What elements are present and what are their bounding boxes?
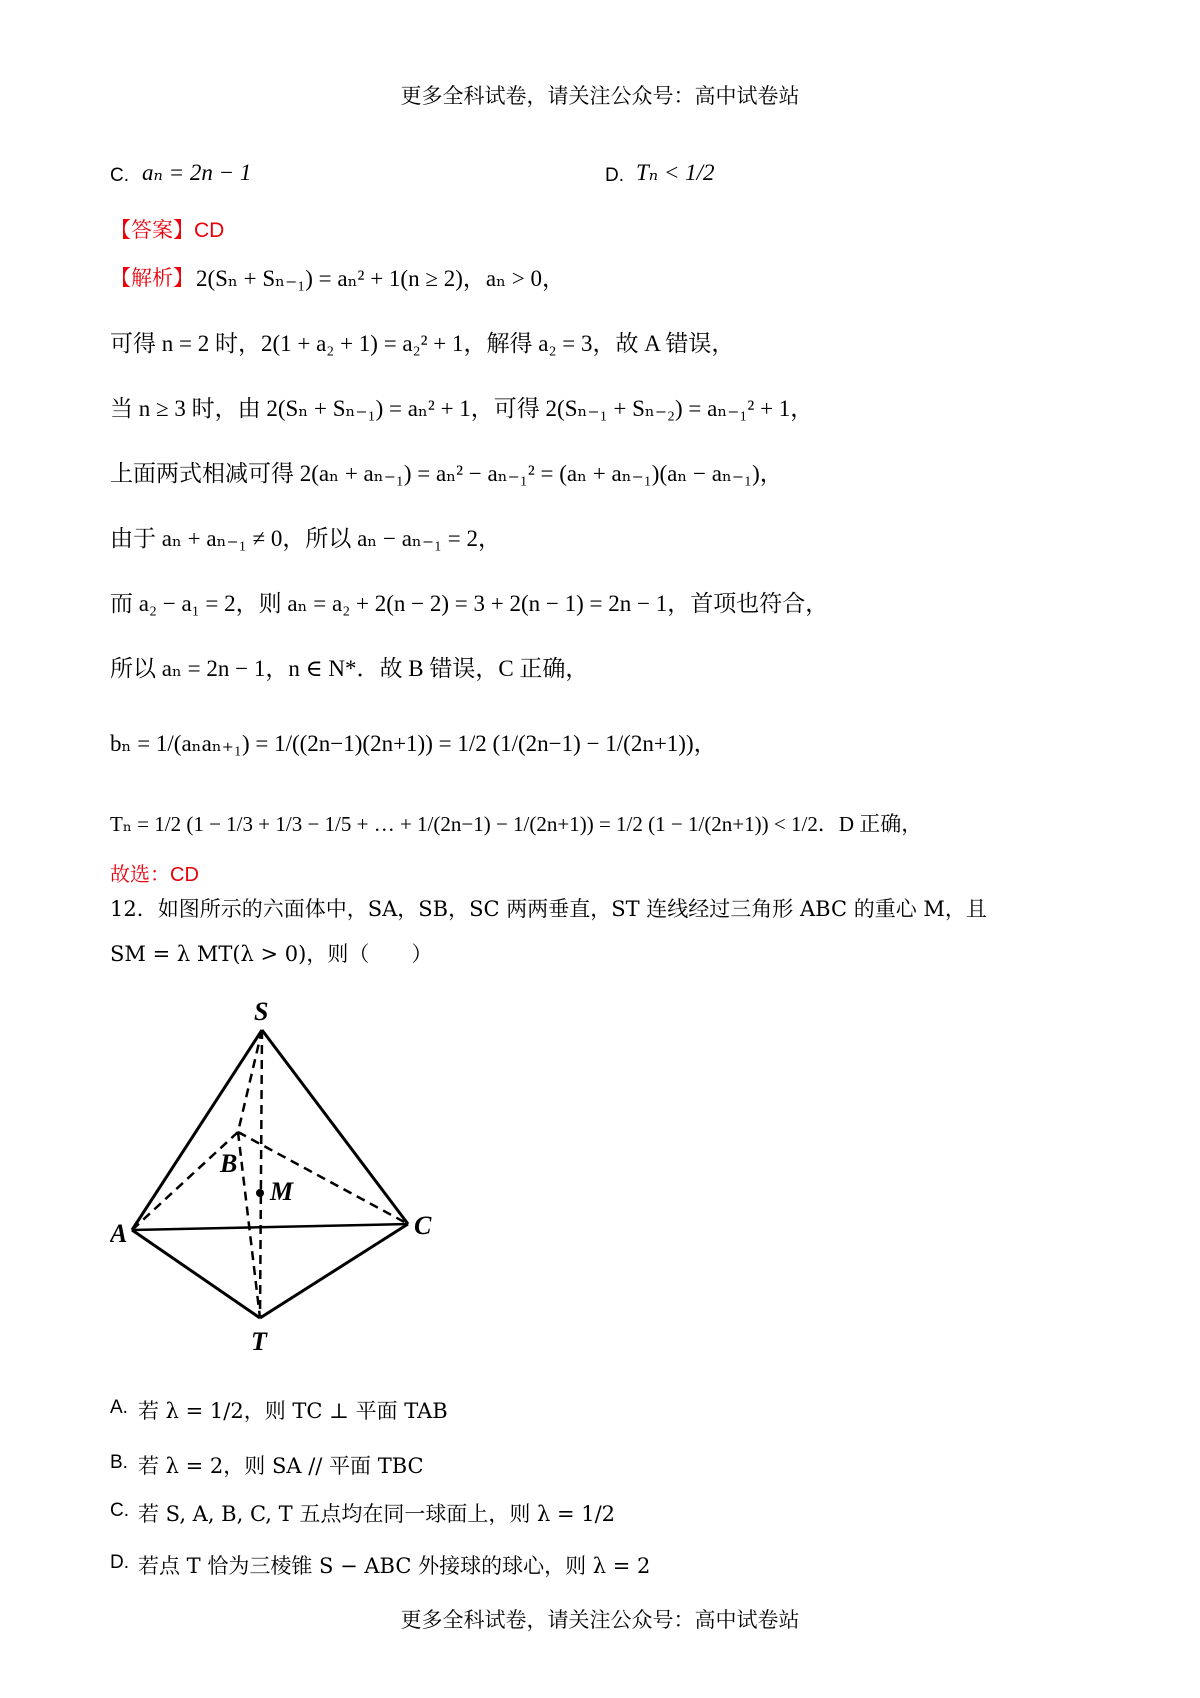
edge-AC	[132, 1224, 408, 1230]
edge-SA	[132, 1030, 262, 1230]
option-a-text: 若 λ = 1/2，则 TC ⊥ 平面 TAB	[138, 1399, 448, 1423]
label-M: M	[270, 1177, 294, 1206]
edge-ST	[260, 1030, 262, 1318]
label-T: T	[251, 1327, 267, 1356]
label-C: C	[414, 1211, 432, 1240]
label-S: S	[254, 997, 269, 1026]
option-d12-label: D.	[110, 1552, 129, 1573]
page-header: 更多全科试卷，请关注公众号：高中试卷站	[400, 84, 800, 108]
option-c12-text: 若 S, A, B, C, T 五点均在同一球面上，则 λ = 1/2	[138, 1502, 616, 1526]
option-b-text: 若 λ = 2，则 SA // 平面 TBC	[138, 1454, 424, 1478]
edge-SB	[238, 1030, 262, 1132]
option-a-label: A.	[110, 1397, 128, 1418]
option-c-text: aₙ = 2n − 1	[142, 160, 252, 185]
page-footer: 更多全科试卷，请关注公众号：高中试卷站	[400, 1608, 800, 1632]
q12-stem-line2: SM = λ MT(λ > 0)，则（ ）	[110, 942, 433, 966]
hexahedron-figure	[110, 990, 440, 1360]
answer-line: 【答案】CD	[110, 219, 225, 242]
option-d-label: D.	[605, 165, 624, 186]
analysis-line: 而 a₂ − a₁ = 2，则 aₙ = a₂ + 2(n − 2) = 3 + 2(n − 1) = 2n − 1，首项也符合，	[110, 591, 829, 616]
analysis-line: 2(Sₙ + Sₙ₋₁) = aₙ² + 1(n ≥ 2)，aₙ > 0，	[196, 266, 565, 291]
option-c12-label: C.	[110, 1500, 129, 1521]
centroid-point	[256, 1189, 264, 1197]
analysis-label: 【解析】	[110, 266, 194, 290]
edge-CT	[260, 1224, 408, 1318]
option-b-label: B.	[110, 1452, 128, 1473]
analysis-line: Tₙ = 1/2 (1 − 1/3 + 1/3 − 1/5 + … + 1/(2n−1) − 1/(2n+1)) = 1/2 (1 − 1/(2n+1)) < 1/2．D 正确，	[110, 812, 923, 836]
q12-stem-line1: 12．如图所示的六面体中，SA，SB，SC 两两垂直，ST 连线经过三角形 ABC 的重心 M，且	[110, 897, 987, 921]
label-A: A	[110, 1219, 128, 1248]
option-d-text: Tₙ < 1/2	[636, 160, 715, 185]
analysis-line: 由于 aₙ + aₙ₋₁ ≠ 0，所以 aₙ − aₙ₋₁ = 2，	[110, 526, 501, 551]
edge-AT	[132, 1230, 260, 1318]
edge-BT	[238, 1132, 260, 1318]
conclusion-line: 故选：CD	[110, 864, 199, 886]
label-B: B	[220, 1149, 238, 1178]
analysis-line: 上面两式相减可得 2(aₙ + aₙ₋₁) = aₙ² − aₙ₋₁² = (aₙ + aₙ₋₁)(aₙ − aₙ₋₁)，	[110, 461, 783, 486]
analysis-line: bₙ = 1/(aₙaₙ₊₁) = 1/((2n−1)(2n+1)) = 1/2 (1/(2n−1) − 1/(2n+1))，	[110, 731, 717, 756]
analysis-line: 所以 aₙ = 2n − 1，n ∈ N*．故 B 错误，C 正确，	[110, 656, 589, 681]
analysis-line: 当 n ≥ 3 时，由 2(Sₙ + Sₙ₋₁) = aₙ² + 1，可得 2(Sₙ₋₁ + Sₙ₋₂) = aₙ₋₁² + 1，	[110, 396, 814, 421]
edge-BC	[238, 1132, 408, 1224]
option-c-label: C.	[110, 165, 129, 186]
option-d12-text: 若点 T 恰为三棱锥 S − ABC 外接球的球心，则 λ = 2	[138, 1554, 651, 1578]
analysis-line: 可得 n = 2 时，2(1 + a₂ + 1) = a₂² + 1，解得 a₂ = 3，故 A 错误，	[110, 331, 735, 356]
